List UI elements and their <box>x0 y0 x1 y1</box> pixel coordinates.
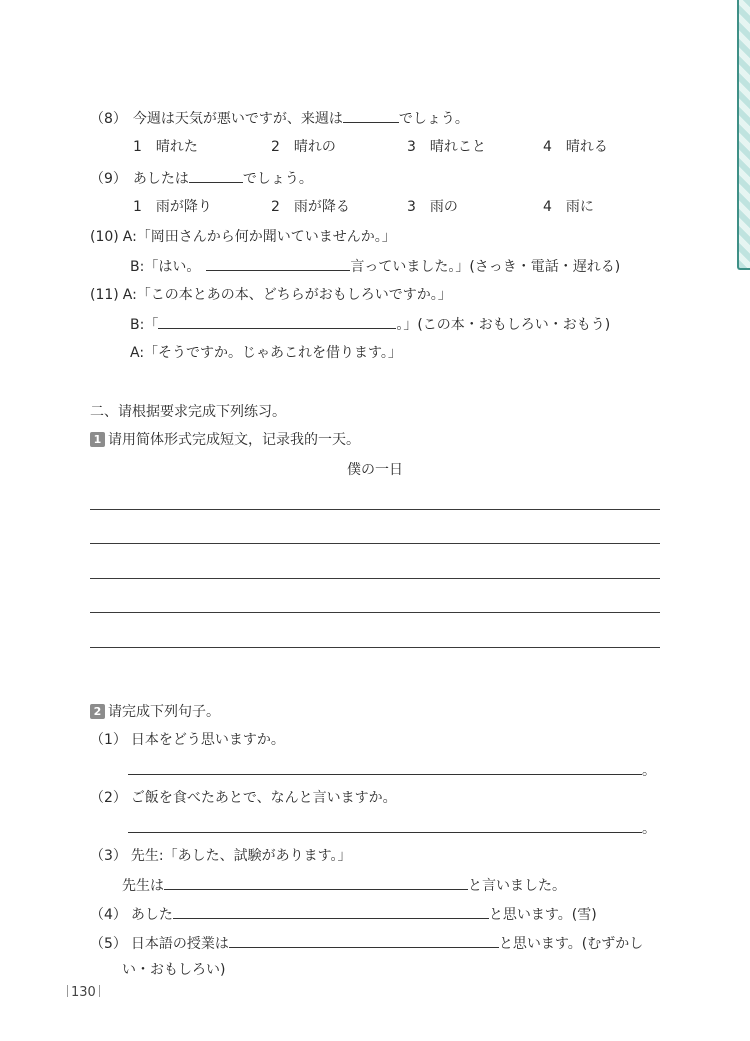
answer-blank[interactable] <box>189 168 243 183</box>
item-text: ご飯を食べたあとで、なんと言いますか。 <box>130 790 397 806</box>
item-text: 。 <box>642 763 656 779</box>
part-number-badge: 2 <box>90 704 105 719</box>
answer-blank[interactable] <box>128 818 642 833</box>
writing-line[interactable] <box>90 647 660 648</box>
answer-blank[interactable] <box>164 875 468 890</box>
item-number: （2） <box>90 790 127 806</box>
question-8 <box>90 108 469 128</box>
sentence-item-1 <box>90 731 285 749</box>
option-number: 4 <box>543 199 552 215</box>
page-number-divider <box>67 985 68 997</box>
answer-blank[interactable] <box>158 314 396 329</box>
option-1[interactable] <box>133 138 198 156</box>
option-2[interactable] <box>271 138 336 156</box>
item-text: あした <box>130 907 173 923</box>
dialogue-line-b <box>130 256 620 276</box>
dialogue-line-a: A:「岡田さんから何か聞いていませんか。」 <box>122 229 396 245</box>
item-text: 先生は <box>122 878 164 894</box>
dialogue-text: B:「はい。 <box>130 259 201 275</box>
option-2[interactable] <box>271 198 350 216</box>
option-text: 雨の <box>429 199 458 215</box>
instruction-text: 请用简体形式完成短文，记录我的一天。 <box>108 432 360 448</box>
item-text: 。 <box>642 821 656 837</box>
item-text: 日本語の授業は <box>130 936 229 952</box>
question-10 <box>90 228 396 246</box>
item-number: （4） <box>90 907 127 923</box>
answer-line-3 <box>122 875 566 895</box>
answer-blank[interactable] <box>343 108 399 123</box>
option-number: 3 <box>407 139 416 155</box>
sentence-item-5 <box>90 933 643 953</box>
option-text: 晴れた <box>155 139 198 155</box>
sentence-item-5-continued: い・おもしろい) <box>122 962 226 978</box>
page-number <box>64 985 103 1001</box>
option-number: 3 <box>407 199 416 215</box>
item-text: と思います。(むずかし <box>498 936 644 952</box>
part-1-instruction <box>90 431 360 449</box>
option-number: 2 <box>271 199 280 215</box>
option-text: 晴れる <box>565 139 608 155</box>
option-3[interactable] <box>407 198 458 216</box>
option-text: 雨に <box>565 199 594 215</box>
section-heading: 二、请根据要求完成下列练习。 <box>90 404 286 420</box>
dialogue-line-a: A:「この本とあの本、どちらがおもしろいですか。」 <box>122 287 452 303</box>
composition-title: 僕の一日 <box>347 462 403 478</box>
dialogue-text: B:「 <box>130 317 159 333</box>
page-number-text: 130 <box>71 985 96 1000</box>
option-text: 晴れこと <box>429 139 486 155</box>
question-text: あしたは <box>132 171 189 187</box>
option-text: 雨が降る <box>293 199 350 215</box>
option-1[interactable] <box>133 198 212 216</box>
question-number: （9） <box>90 171 127 187</box>
writing-line[interactable] <box>90 578 660 579</box>
option-text: 雨が降り <box>155 199 212 215</box>
dialogue-line-b <box>130 314 610 334</box>
item-number: （5） <box>90 936 127 952</box>
instruction-text: 请完成下列句子。 <box>108 704 220 720</box>
sentence-item-3 <box>90 847 352 865</box>
option-number: 2 <box>271 139 280 155</box>
question-text: でしょう。 <box>242 171 313 187</box>
question-11 <box>90 286 452 304</box>
writing-line[interactable] <box>90 543 660 544</box>
answer-blank[interactable] <box>229 933 499 948</box>
dialogue-text: 。」(この本・おもしろい・おもう) <box>396 317 611 333</box>
item-text: と思います。(雪) <box>488 907 597 923</box>
item-text: 日本をどう思いますか。 <box>130 732 285 748</box>
dialogue-text: 言っていました。」(さっき・電話・遅れる) <box>350 259 621 275</box>
writing-line[interactable] <box>90 612 660 613</box>
item-number: （3） <box>90 848 127 864</box>
option-text: 晴れの <box>293 139 336 155</box>
question-text: でしょう。 <box>398 111 469 127</box>
writing-line[interactable] <box>90 509 660 510</box>
item-number: （1） <box>90 732 127 748</box>
dialogue-line-a2: A:「そうですか。じゃあこれを借ります。」 <box>130 345 402 361</box>
answer-line-2 <box>128 818 656 838</box>
page-number-divider <box>99 985 100 997</box>
answer-blank[interactable] <box>173 904 489 919</box>
question-text: 今週は天気が悪いですが、来週は <box>132 111 343 127</box>
option-number: 1 <box>133 199 142 215</box>
item-text: 先生:「あした、試験があります。」 <box>130 848 352 864</box>
option-4[interactable] <box>543 138 608 156</box>
question-number: (10) <box>90 229 119 245</box>
question-number: （8） <box>90 111 127 127</box>
sentence-item-2 <box>90 789 397 807</box>
option-4[interactable] <box>543 198 594 216</box>
answer-line-1 <box>128 760 656 780</box>
answer-blank[interactable] <box>128 760 642 775</box>
option-number: 4 <box>543 139 552 155</box>
answer-blank[interactable] <box>206 256 350 271</box>
part-2-instruction <box>90 703 220 721</box>
question-number: (11) <box>90 287 119 303</box>
part-number-badge: 1 <box>90 432 105 447</box>
item-text: と言いました。 <box>468 878 566 894</box>
option-number: 1 <box>133 139 142 155</box>
option-3[interactable] <box>407 138 486 156</box>
chapter-edge-tab <box>737 0 750 270</box>
question-9 <box>90 168 313 188</box>
sentence-item-4 <box>90 904 597 924</box>
